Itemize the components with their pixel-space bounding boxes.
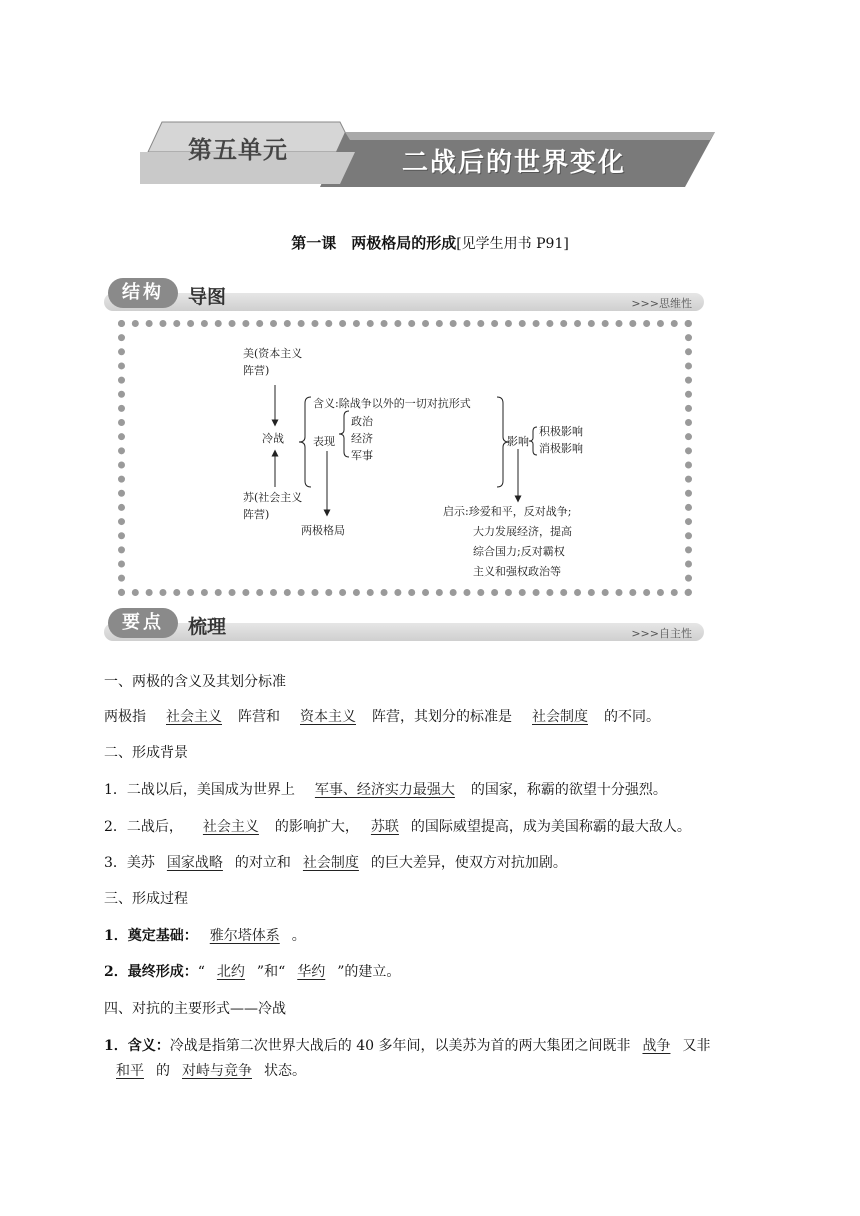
answer-blank: 社会制度 <box>302 855 359 871</box>
text: 又非 <box>682 1038 711 1054</box>
manifest-label: 表现 <box>313 435 335 448</box>
text: 的影响扩大， <box>274 819 359 835</box>
text: ”和“ <box>256 964 286 980</box>
text: 的 <box>156 1063 170 1079</box>
lesson-line2: 大力发展经济，提高 <box>473 525 572 538</box>
section-tag: >>>思维性 <box>631 297 692 310</box>
text: 。 <box>291 928 306 944</box>
ussr-camp-line1: 苏(社会主义 <box>243 491 303 504</box>
answer-blank: 苏联 <box>370 819 399 835</box>
heading-cold-war: 四、对抗的主要形式——冷战 <box>104 1001 286 1017</box>
text: 2．最终形成： <box>104 964 198 980</box>
us-camp-line2: 阵营) <box>243 364 270 377</box>
unit-title: 二战后的世界变化 <box>402 148 627 178</box>
text: 的不同。 <box>604 709 660 725</box>
us-camp-label <box>243 345 302 379</box>
section-pill: 要点 <box>108 608 178 638</box>
lesson-line1: 启示:珍爱和平，反对战争; <box>443 505 572 518</box>
bipolar-label: 两极格局 <box>301 524 345 537</box>
cold-war-item-1 <box>104 1035 710 1055</box>
unit-banner <box>140 112 720 192</box>
meaning-label: 含义:除战争以外的一切对抗形式 <box>313 397 471 410</box>
section-word: 导图 <box>188 286 227 308</box>
ussr-camp-label <box>243 489 302 523</box>
answer-blank: 资本主义 <box>300 709 356 725</box>
text: 3．美苏 <box>104 855 155 871</box>
heading-background: 二、形成背景 <box>104 745 188 761</box>
text: 阵营和 <box>238 709 280 725</box>
text: 的巨大差异，使双方对抗加剧。 <box>370 855 567 871</box>
heading-definition: 一、两极的含义及其划分标准 <box>104 674 286 690</box>
text: “ <box>197 964 205 980</box>
lesson-line3: 综合国力;反对霸权 <box>473 545 565 558</box>
text: 阵营，其划分的标准是 <box>372 709 512 725</box>
cold-war-label: 冷战 <box>262 432 284 445</box>
us-camp-line1: 美(资本主义 <box>243 347 303 360</box>
negative-influence-label: 消极影响 <box>539 442 583 455</box>
text: 2．二战后， <box>104 819 183 835</box>
text: 1．二战以后，美国成为世界上 <box>104 782 295 798</box>
background-item-3 <box>104 852 567 872</box>
answer-blank: 国家战略 <box>166 855 223 871</box>
section-word: 梳理 <box>188 616 227 638</box>
text: ”的建立。 <box>337 964 401 980</box>
answer-blank: 战争 <box>642 1038 671 1054</box>
answer-blank: 雅尔塔体系 <box>209 928 280 944</box>
answer-blank: 和平 <box>116 1063 144 1079</box>
text: 的对立和 <box>234 855 291 871</box>
heading-process: 三、形成过程 <box>104 891 188 907</box>
lesson-name: 第一课 两极格局的形成 <box>291 234 457 252</box>
paragraph-definition <box>104 706 660 726</box>
text: 的国家，称霸的欲望十分强烈。 <box>470 782 667 798</box>
structure-diagram <box>118 320 692 596</box>
ussr-camp-line2: 阵营) <box>243 508 270 521</box>
answer-blank: 社会主义 <box>166 709 222 725</box>
text: 冷战是指第二次世界大战后的 40 多年间，以美苏为首的两大集团之间既非 <box>169 1038 631 1054</box>
economy-label: 经济 <box>351 432 373 445</box>
background-item-2 <box>104 816 691 836</box>
text: 1．奠定基础： <box>104 928 198 944</box>
positive-influence-label: 积极影响 <box>539 425 583 438</box>
answer-blank: 军事、经济实力最强大 <box>314 782 455 798</box>
unit-label: 第五单元 <box>188 136 288 164</box>
lesson-line4: 主义和强权政治等 <box>473 565 561 578</box>
answer-blank: 北约 <box>216 964 245 980</box>
influence-label: 影响 <box>507 435 529 448</box>
section-pill: 结构 <box>108 278 178 308</box>
answer-blank: 社会主义 <box>202 819 259 835</box>
lesson-page-ref: [见学生用书 P91] <box>456 236 569 252</box>
process-item-2 <box>104 961 400 981</box>
answer-blank: 对峙与竞争 <box>182 1063 252 1079</box>
answer-blank: 社会制度 <box>532 709 588 725</box>
text: 的国际威望提高，成为美国称霸的最大敌人。 <box>410 819 691 835</box>
section-bar-key-points <box>104 606 704 644</box>
section-tag: >>>自主性 <box>631 627 692 640</box>
politics-label: 政治 <box>351 415 373 428</box>
text: 两极指 <box>104 709 146 725</box>
process-item-1 <box>104 925 306 945</box>
cold-war-item-1-cont <box>104 1060 306 1080</box>
text: 状态。 <box>264 1063 306 1079</box>
background-item-1 <box>104 779 667 799</box>
answer-blank: 华约 <box>297 964 326 980</box>
military-label: 军事 <box>351 449 373 462</box>
lesson-title <box>0 232 860 253</box>
diagram-connectors <box>125 327 685 589</box>
section-bar-structure <box>104 276 704 314</box>
text: 1．含义： <box>104 1038 170 1054</box>
